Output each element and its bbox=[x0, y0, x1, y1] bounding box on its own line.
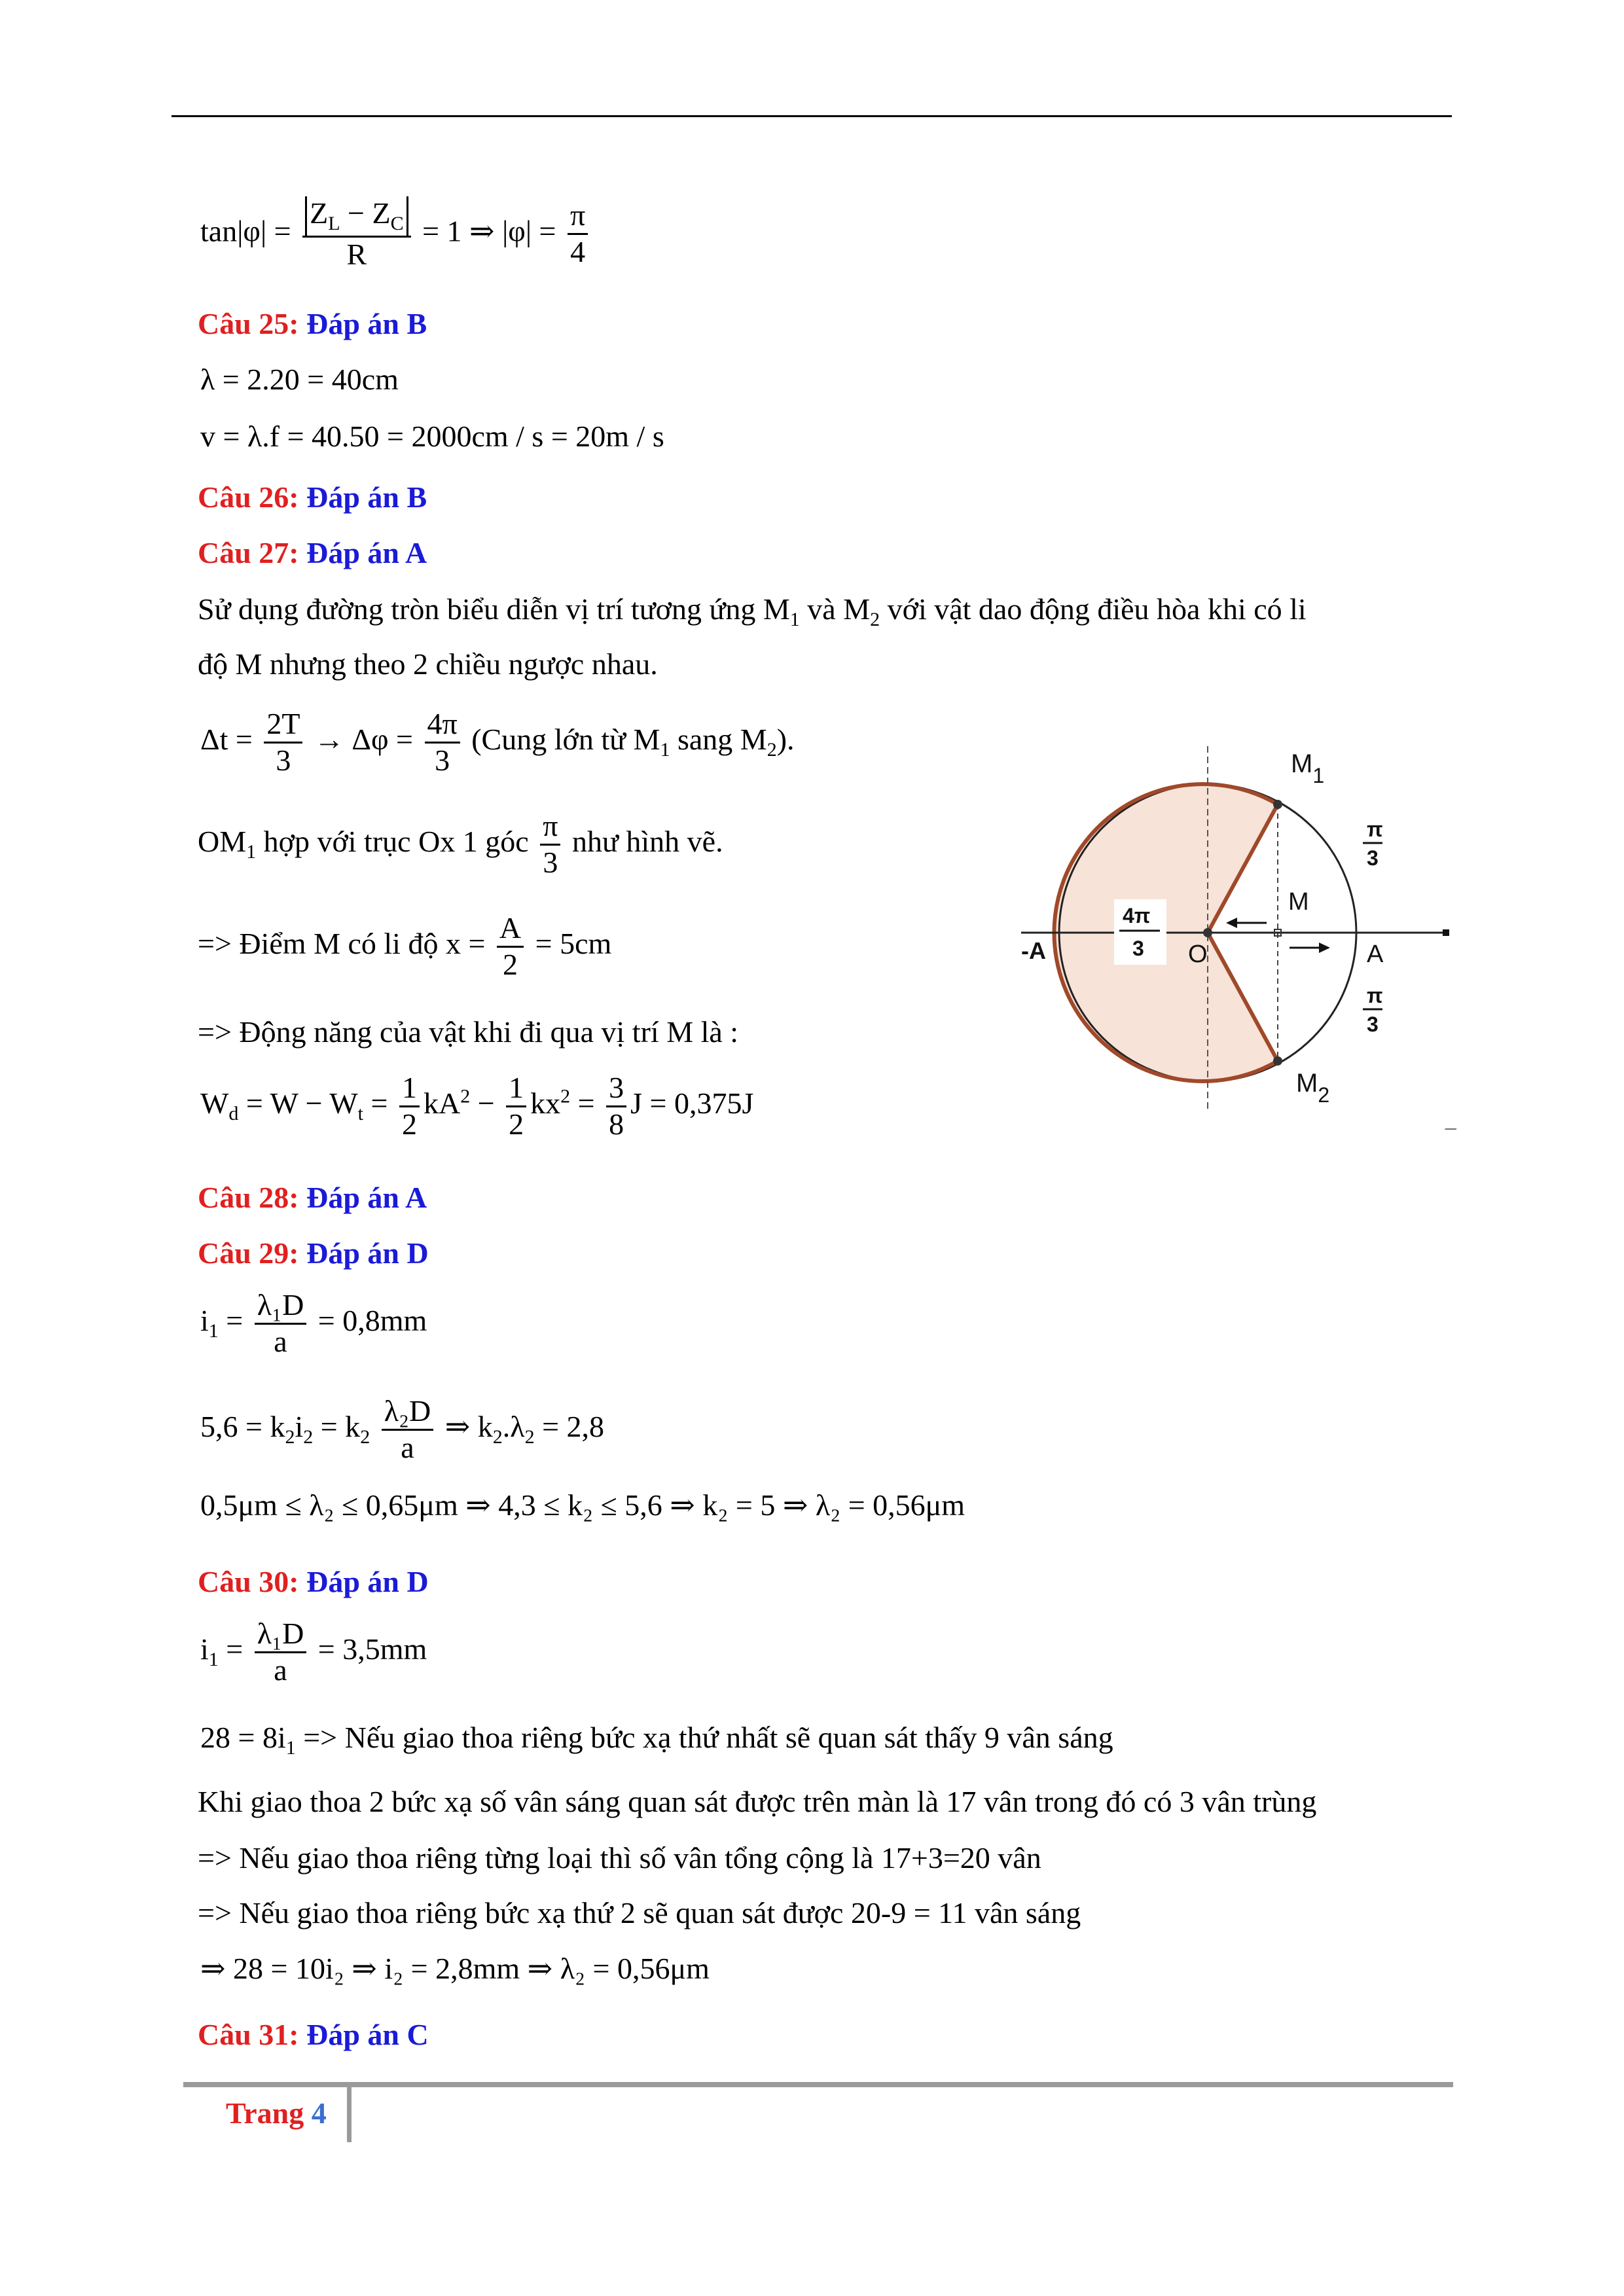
q27-m-line: => Điểm M có li độ x = $\frac{A}{2}$ = 5cm bbox=[198, 911, 612, 981]
q27-heading: Câu 27: Đáp án A bbox=[198, 536, 427, 569]
q27-om-line: $OM_1$ hợp với trục Ox 1 góc $\frac{\pi}{3}$ như hình vẽ. bbox=[198, 809, 723, 879]
label-dash: _ bbox=[1445, 1109, 1456, 1130]
q27-wd-equation: $W_d = W - W_t$ = $\frac{1}{2}$ $kA^2$ − $\frac{1}{2}$ $kx^2$ = $\frac{3}{8}$ J = 0,375J bbox=[200, 1071, 754, 1141]
label-o: O bbox=[1188, 941, 1208, 968]
q25-heading: Câu 25: Đáp án B bbox=[198, 307, 427, 340]
q30-line3: Khi giao thoa 2 bức xạ số vân sáng quan sát được trên màn là 17 vân trong đó có 3 vân trùng bbox=[198, 1785, 1317, 1818]
header-rule bbox=[171, 115, 1452, 117]
q29-i1-equation: $i_1$ = $\frac{\text{λ₁D}}{a}$ = 0,8mm bbox=[200, 1288, 427, 1358]
point-m1 bbox=[1273, 800, 1282, 809]
point-m2 bbox=[1273, 1056, 1282, 1066]
pi-over-4: $\frac{\pi}{4}$ bbox=[568, 198, 588, 270]
x-axis-end bbox=[1443, 929, 1449, 936]
arrow-left-head bbox=[1226, 918, 1237, 928]
tan-frac: $\frac{Z_L - Z_C}{R}$ bbox=[302, 196, 411, 272]
q26-heading: Câu 26: Đáp án B bbox=[198, 480, 427, 514]
label-pi3-bot-num: π bbox=[1367, 984, 1383, 1007]
label-neg-a: -A bbox=[1021, 937, 1046, 964]
label-m1: $M_1$ bbox=[1291, 749, 1325, 787]
q28-heading: Câu 28: Đáp án A bbox=[198, 1181, 427, 1214]
q25-eq2: v = λ.f = 40.50 = 2000cm / s = 20m / s bbox=[200, 420, 664, 453]
q30-i1-equation: $i_1$ = $\frac{\text{λ₁D}}{a}$ = 3,5mm bbox=[200, 1617, 427, 1687]
q31-heading: Câu 31: Đáp án C bbox=[198, 2018, 429, 2051]
tan-mid: = 1 ⇒ |φ| = bbox=[422, 214, 556, 248]
label-pi3-top-den: 3 bbox=[1367, 846, 1379, 870]
label-m2: $M_2$ bbox=[1296, 1069, 1330, 1107]
q24-tan-equation bbox=[200, 196, 592, 272]
q30-line4: => Nếu giao thoa riêng từng loại thì số vân tổng cộng là 17+3=20 vân bbox=[198, 1841, 1041, 1874]
q29-heading: Câu 29: Đáp án D bbox=[198, 1236, 429, 1270]
q29-k2-equation: $5,6 = k_2i_2 = k_2$ $\frac{\text{λ₂D}}{a}$ ⇒ $k_2.\lambda_2 = 2,8$ bbox=[200, 1394, 605, 1464]
footer-rule bbox=[183, 2082, 1453, 2087]
label-a: A bbox=[1367, 941, 1384, 968]
q27-energy-text: => Động năng của vật khi đi qua vị trí M là : bbox=[198, 1015, 739, 1049]
q30-line2: $28 = 8i_1$ => Nếu giao thoa riêng bức xạ thứ nhất sẽ quan sát thấy 9 vân sáng bbox=[200, 1721, 1113, 1759]
point-o bbox=[1203, 928, 1212, 937]
q27-para-line1: Sử dụng đường tròn biểu diễn vị trí tương ứng $M_1$ và $M_2$ với vật dao động điều hòa khi có li bbox=[198, 592, 1307, 631]
label-4pi-den: 3 bbox=[1132, 937, 1144, 960]
arrow-right-head bbox=[1319, 942, 1330, 953]
q25-eq1: λ = 2.20 = 40cm bbox=[200, 363, 399, 396]
label-pi3-bot-den: 3 bbox=[1367, 1013, 1379, 1036]
q30-line6: ⇒ 28 = 10i₂ ⇒ i₂ = 2,8mm ⇒ λ₂ = 0,56μm bbox=[200, 1952, 710, 1985]
q30-heading: Câu 30: Đáp án D bbox=[198, 1565, 429, 1598]
label-m: M bbox=[1288, 888, 1309, 916]
q27-para-line2: độ M nhưng theo 2 chiều ngược nhau. bbox=[198, 647, 658, 681]
tan-left: tan|φ| = bbox=[200, 214, 291, 248]
circle-figure bbox=[1008, 733, 1466, 1139]
page-value: 4 bbox=[311, 2096, 327, 2130]
q29-range-equation: 0,5μm ≤ λ₂ ≤ 0,65μm ⇒ 4,3 ≤ k₂ ≤ 5,6 ⇒ k₂ = 5 ⇒ λ₂ = 0,56μm bbox=[200, 1488, 965, 1522]
q27-dt-equation: Δt = $\frac{2T}{3}$ → Δφ = $\frac{4\pi}{3}$ (Cung lớn từ $M_1$ sang $M_2$). bbox=[200, 707, 795, 777]
label-pi3-top-num: π bbox=[1367, 817, 1383, 841]
page-label: Trang bbox=[226, 2096, 304, 2130]
q30-line5: => Nếu giao thoa riêng bức xạ thứ 2 sẽ quan sát được 20-9 = 11 vân sáng bbox=[198, 1896, 1081, 1929]
page-number bbox=[226, 2096, 327, 2130]
label-4pi-num: 4π bbox=[1123, 904, 1151, 927]
footer-divider bbox=[347, 2085, 352, 2142]
